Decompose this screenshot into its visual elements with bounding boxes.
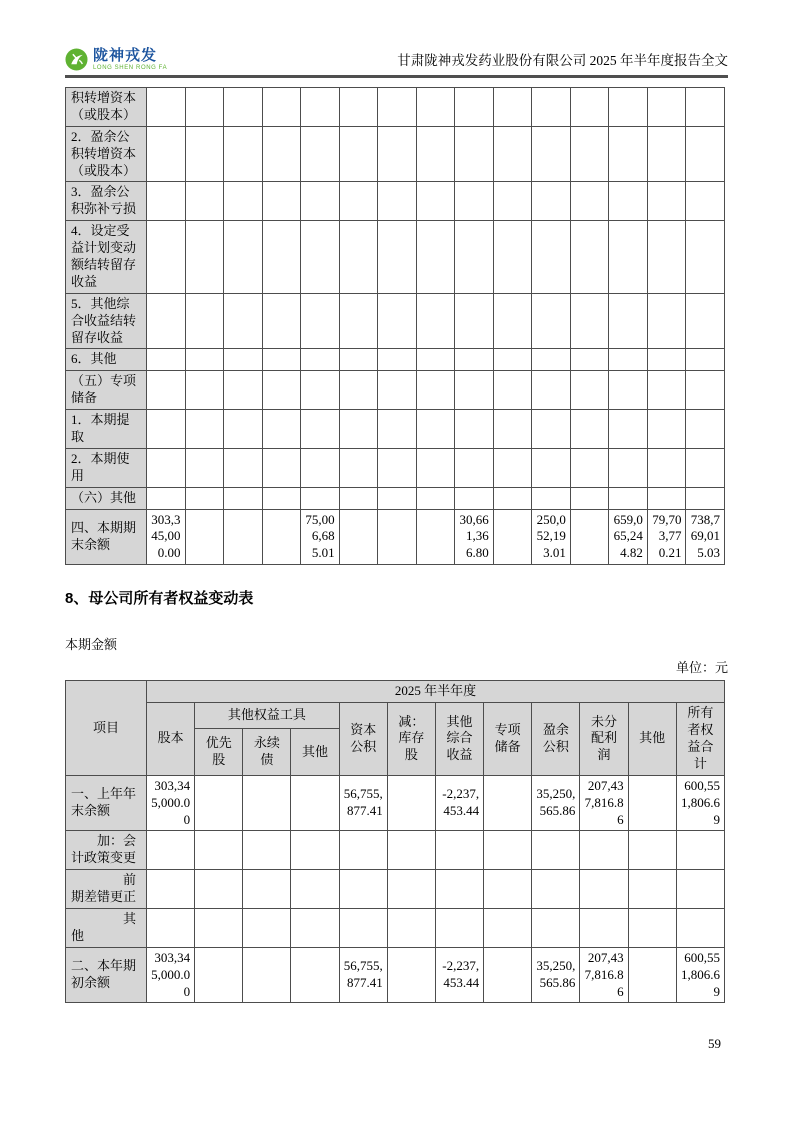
value-cell <box>609 182 648 221</box>
value-cell <box>301 293 340 349</box>
value-cell <box>147 487 186 509</box>
table-row <box>66 870 725 909</box>
value-cell <box>147 293 186 349</box>
value-cell <box>378 221 417 294</box>
value-cell <box>378 349 417 371</box>
value-cell <box>532 831 580 870</box>
header-capital-reserve: 资本公积 <box>339 703 387 776</box>
header-other-equity-instruments: 其他权益工具 <box>195 703 339 729</box>
value-cell <box>570 509 609 565</box>
value-cell <box>416 509 455 565</box>
value-cell <box>676 870 724 909</box>
page-header <box>65 48 728 78</box>
value-cell <box>532 448 571 487</box>
value-cell <box>339 487 378 509</box>
value-cell <box>378 371 417 410</box>
value-cell: 207,437,816.86 <box>580 775 628 831</box>
value-cell <box>339 410 378 449</box>
value-cell <box>339 509 378 565</box>
value-cell <box>570 182 609 221</box>
value-cell <box>147 831 195 870</box>
value-cell <box>609 221 648 294</box>
header-surplus-reserve: 盈余公积 <box>532 703 580 776</box>
table-row <box>66 487 725 509</box>
company-logo <box>65 48 167 71</box>
value-cell <box>686 371 725 410</box>
value-cell <box>647 349 686 371</box>
value-cell <box>195 831 243 870</box>
value-cell <box>532 410 571 449</box>
value-cell <box>455 371 494 410</box>
value-cell <box>532 182 571 221</box>
row-label-cell: 4．设定受益计划变动额结转留存收益 <box>66 221 147 294</box>
table-row <box>66 509 725 565</box>
value-cell: 75,006,685.01 <box>301 509 340 565</box>
value-cell <box>339 182 378 221</box>
value-cell <box>224 448 263 487</box>
value-cell <box>570 221 609 294</box>
value-cell <box>291 870 339 909</box>
header-share-capital: 股本 <box>147 703 195 776</box>
value-cell <box>185 88 224 127</box>
value-cell <box>378 487 417 509</box>
table-row <box>66 410 725 449</box>
row-label-cell: 前期差错更正 <box>66 870 147 909</box>
value-cell <box>455 221 494 294</box>
table-row <box>66 371 725 410</box>
value-cell <box>532 487 571 509</box>
value-cell <box>570 349 609 371</box>
value-cell <box>224 182 263 221</box>
value-cell <box>580 870 628 909</box>
value-cell <box>147 88 186 127</box>
value-cell <box>455 487 494 509</box>
value-cell <box>686 88 725 127</box>
value-cell <box>686 182 725 221</box>
unit-label: 单位：元 <box>675 660 728 676</box>
value-cell <box>455 410 494 449</box>
value-cell <box>493 126 532 182</box>
value-cell <box>532 221 571 294</box>
value-cell <box>435 908 483 947</box>
value-cell <box>262 221 301 294</box>
value-cell <box>195 775 243 831</box>
header-other: 其他 <box>628 703 676 776</box>
value-cell <box>195 870 243 909</box>
value-cell <box>224 410 263 449</box>
value-cell <box>609 88 648 127</box>
value-cell <box>416 88 455 127</box>
value-cell <box>243 775 291 831</box>
value-cell <box>378 410 417 449</box>
table-row <box>66 88 725 127</box>
value-cell: 207,437,816.86 <box>580 947 628 1003</box>
value-cell <box>195 947 243 1003</box>
value-cell <box>291 947 339 1003</box>
value-cell <box>628 870 676 909</box>
value-cell <box>185 182 224 221</box>
value-cell <box>301 448 340 487</box>
header-row-period <box>66 681 725 703</box>
value-cell: -2,237,453.44 <box>435 947 483 1003</box>
value-cell <box>224 371 263 410</box>
value-cell: 56,755,877.41 <box>339 775 387 831</box>
value-cell <box>493 221 532 294</box>
row-label-cell: 3．盈余公积弥补亏损 <box>66 182 147 221</box>
table-row <box>66 349 725 371</box>
value-cell <box>339 126 378 182</box>
row-label-cell: 6．其他 <box>66 349 147 371</box>
value-cell <box>243 908 291 947</box>
section-heading: 8、母公司所有者权益变动表 <box>65 590 254 608</box>
value-cell <box>185 293 224 349</box>
value-cell <box>628 947 676 1003</box>
value-cell: 56,755,877.41 <box>339 947 387 1003</box>
header-period-cell: 2025 年半年度 <box>147 681 725 703</box>
value-cell <box>185 126 224 182</box>
value-cell <box>387 947 435 1003</box>
value-cell <box>185 371 224 410</box>
value-cell <box>387 908 435 947</box>
value-cell <box>387 831 435 870</box>
value-cell <box>532 371 571 410</box>
parent-table-body <box>66 775 725 1003</box>
value-cell <box>455 293 494 349</box>
value-cell <box>686 221 725 294</box>
header-less-treasury-stock: 减：库存股 <box>387 703 435 776</box>
value-cell <box>647 88 686 127</box>
value-cell <box>686 293 725 349</box>
value-cell <box>339 448 378 487</box>
consolidated-table-body <box>66 88 725 565</box>
value-cell <box>301 371 340 410</box>
value-cell <box>339 88 378 127</box>
value-cell <box>686 349 725 371</box>
value-cell <box>378 509 417 565</box>
header-preferred-shares: 优先股 <box>195 729 243 775</box>
value-cell <box>147 410 186 449</box>
value-cell <box>243 947 291 1003</box>
value-cell <box>378 293 417 349</box>
value-cell <box>243 831 291 870</box>
value-cell <box>416 349 455 371</box>
value-cell <box>387 775 435 831</box>
value-cell <box>532 870 580 909</box>
value-cell <box>493 88 532 127</box>
value-cell <box>387 870 435 909</box>
value-cell <box>609 448 648 487</box>
row-label-cell: 二、本年期初余额 <box>66 947 147 1003</box>
value-cell <box>339 908 387 947</box>
value-cell <box>628 908 676 947</box>
value-cell <box>570 448 609 487</box>
value-cell <box>493 182 532 221</box>
value-cell <box>570 126 609 182</box>
value-cell <box>339 293 378 349</box>
value-cell <box>416 410 455 449</box>
value-cell <box>580 831 628 870</box>
value-cell <box>484 908 532 947</box>
value-cell <box>484 947 532 1003</box>
value-cell <box>647 221 686 294</box>
value-cell <box>455 88 494 127</box>
value-cell <box>262 126 301 182</box>
value-cell: 659,065,244.82 <box>609 509 648 565</box>
value-cell <box>301 182 340 221</box>
value-cell <box>224 487 263 509</box>
value-cell <box>262 371 301 410</box>
value-cell <box>455 126 494 182</box>
value-cell <box>416 293 455 349</box>
value-cell <box>416 371 455 410</box>
value-cell <box>647 487 686 509</box>
value-cell <box>224 349 263 371</box>
value-cell <box>493 293 532 349</box>
value-cell <box>301 88 340 127</box>
value-cell <box>185 487 224 509</box>
value-cell <box>580 908 628 947</box>
value-cell <box>686 448 725 487</box>
value-cell <box>455 448 494 487</box>
consolidated-equity-change-table <box>65 87 725 565</box>
value-cell <box>339 870 387 909</box>
value-cell: 303,345,000.00 <box>147 775 195 831</box>
value-cell <box>262 88 301 127</box>
value-cell <box>686 126 725 182</box>
row-label-cell: 四、本期期末余额 <box>66 509 147 565</box>
value-cell <box>686 487 725 509</box>
value-cell: 35,250,565.86 <box>532 947 580 1003</box>
table-row <box>66 448 725 487</box>
value-cell: 30,661,366.80 <box>455 509 494 565</box>
value-cell: 250,052,193.01 <box>532 509 571 565</box>
value-cell <box>493 349 532 371</box>
value-cell <box>339 221 378 294</box>
value-cell <box>291 775 339 831</box>
row-label-cell: 加：会计政策变更 <box>66 831 147 870</box>
value-cell <box>378 88 417 127</box>
header-other-comprehensive-income: 其他综合收益 <box>435 703 483 776</box>
value-cell <box>147 371 186 410</box>
parent-table-header <box>66 681 725 775</box>
value-cell <box>147 349 186 371</box>
row-label-cell: 2．本期使用 <box>66 448 147 487</box>
value-cell <box>609 371 648 410</box>
value-cell <box>147 448 186 487</box>
value-cell <box>147 908 195 947</box>
value-cell <box>484 775 532 831</box>
header-item-cell: 项目 <box>66 681 147 775</box>
value-cell <box>416 487 455 509</box>
value-cell <box>609 126 648 182</box>
value-cell <box>301 410 340 449</box>
table-row <box>66 126 725 182</box>
row-label-cell: （六）其他 <box>66 487 147 509</box>
value-cell <box>455 182 494 221</box>
value-cell <box>185 448 224 487</box>
value-cell <box>686 410 725 449</box>
value-cell <box>570 293 609 349</box>
value-cell <box>224 126 263 182</box>
period-amount-label: 本期金额 <box>65 637 118 653</box>
header-row-groups <box>66 703 725 729</box>
table-row <box>66 908 725 947</box>
value-cell <box>532 88 571 127</box>
logo-icon <box>65 48 88 71</box>
row-label-cell: 2．盈余公积转增资本（或股本） <box>66 126 147 182</box>
value-cell <box>647 293 686 349</box>
value-cell <box>628 775 676 831</box>
value-cell <box>570 487 609 509</box>
value-cell <box>262 182 301 221</box>
value-cell <box>378 126 417 182</box>
value-cell: 79,703,770.21 <box>647 509 686 565</box>
value-cell <box>532 293 571 349</box>
value-cell <box>301 487 340 509</box>
header-perpetual-bonds: 永续债 <box>243 729 291 775</box>
value-cell <box>224 221 263 294</box>
report-title: 甘肃陇神戎发药业股份有限公司 2025 年半年度报告全文 <box>397 53 728 68</box>
value-cell <box>609 410 648 449</box>
table-row <box>66 221 725 294</box>
header-other-instrument: 其他 <box>291 729 339 775</box>
value-cell <box>493 448 532 487</box>
value-cell <box>301 126 340 182</box>
table-row <box>66 831 725 870</box>
value-cell <box>262 410 301 449</box>
value-cell <box>435 870 483 909</box>
value-cell: 303,345,000.00 <box>147 509 186 565</box>
value-cell <box>243 870 291 909</box>
value-cell: 600,551,806.69 <box>676 947 724 1003</box>
value-cell <box>262 349 301 371</box>
value-cell <box>647 182 686 221</box>
value-cell <box>262 487 301 509</box>
value-cell: 738,769,015.03 <box>686 509 725 565</box>
page-number: 59 <box>708 1036 721 1051</box>
logo-cn-text: 陇神戎发 <box>93 47 158 64</box>
value-cell <box>647 371 686 410</box>
value-cell <box>224 88 263 127</box>
value-cell <box>484 831 532 870</box>
value-cell <box>291 908 339 947</box>
value-cell <box>224 293 263 349</box>
value-cell <box>484 870 532 909</box>
row-label-cell: 5．其他综合收益结转留存收益 <box>66 293 147 349</box>
logo-wordmark <box>93 48 167 71</box>
header-undistributed-profit: 未分配利润 <box>580 703 628 776</box>
value-cell <box>416 126 455 182</box>
value-cell <box>493 487 532 509</box>
value-cell <box>262 509 301 565</box>
value-cell <box>493 509 532 565</box>
table-row <box>66 182 725 221</box>
value-cell <box>647 448 686 487</box>
value-cell <box>570 410 609 449</box>
value-cell <box>262 293 301 349</box>
table-row <box>66 293 725 349</box>
value-cell <box>609 487 648 509</box>
value-cell <box>570 371 609 410</box>
value-cell <box>609 293 648 349</box>
row-label-cell: 其他 <box>66 908 147 947</box>
value-cell <box>224 509 263 565</box>
value-cell <box>647 126 686 182</box>
row-label-cell: 1．本期提取 <box>66 410 147 449</box>
value-cell <box>378 448 417 487</box>
value-cell <box>416 448 455 487</box>
value-cell <box>195 908 243 947</box>
value-cell <box>378 182 417 221</box>
value-cell: -2,237,453.44 <box>435 775 483 831</box>
value-cell <box>493 410 532 449</box>
value-cell <box>609 349 648 371</box>
header-special-reserve: 专项储备 <box>484 703 532 776</box>
value-cell <box>532 126 571 182</box>
row-label-cell: （五）专项储备 <box>66 371 147 410</box>
value-cell <box>185 410 224 449</box>
value-cell <box>147 221 186 294</box>
value-cell <box>339 349 378 371</box>
value-cell <box>291 831 339 870</box>
value-cell <box>647 410 686 449</box>
value-cell <box>185 221 224 294</box>
value-cell <box>301 349 340 371</box>
value-cell: 35,250,565.86 <box>532 775 580 831</box>
value-cell <box>147 182 186 221</box>
row-label-cell: 积转增资本（或股本） <box>66 88 147 127</box>
value-cell <box>676 908 724 947</box>
row-label-cell: 一、上年年末余额 <box>66 775 147 831</box>
value-cell <box>416 182 455 221</box>
logo-en-text: LONG SHEN RONG FA <box>93 65 168 71</box>
table-row <box>66 775 725 831</box>
value-cell <box>147 870 195 909</box>
value-cell <box>455 349 494 371</box>
value-cell <box>493 371 532 410</box>
value-cell <box>628 831 676 870</box>
header-total-equity: 所有者权益合计 <box>676 703 724 776</box>
value-cell <box>339 831 387 870</box>
value-cell <box>570 88 609 127</box>
parent-company-equity-table <box>65 680 725 1003</box>
value-cell <box>147 126 186 182</box>
table-row <box>66 947 725 1003</box>
value-cell <box>532 908 580 947</box>
value-cell: 600,551,806.69 <box>676 775 724 831</box>
value-cell <box>262 448 301 487</box>
value-cell <box>185 349 224 371</box>
value-cell: 303,345,000.00 <box>147 947 195 1003</box>
value-cell <box>185 509 224 565</box>
value-cell <box>301 221 340 294</box>
value-cell <box>435 831 483 870</box>
value-cell <box>416 221 455 294</box>
value-cell <box>532 349 571 371</box>
value-cell <box>339 371 378 410</box>
value-cell <box>676 831 724 870</box>
